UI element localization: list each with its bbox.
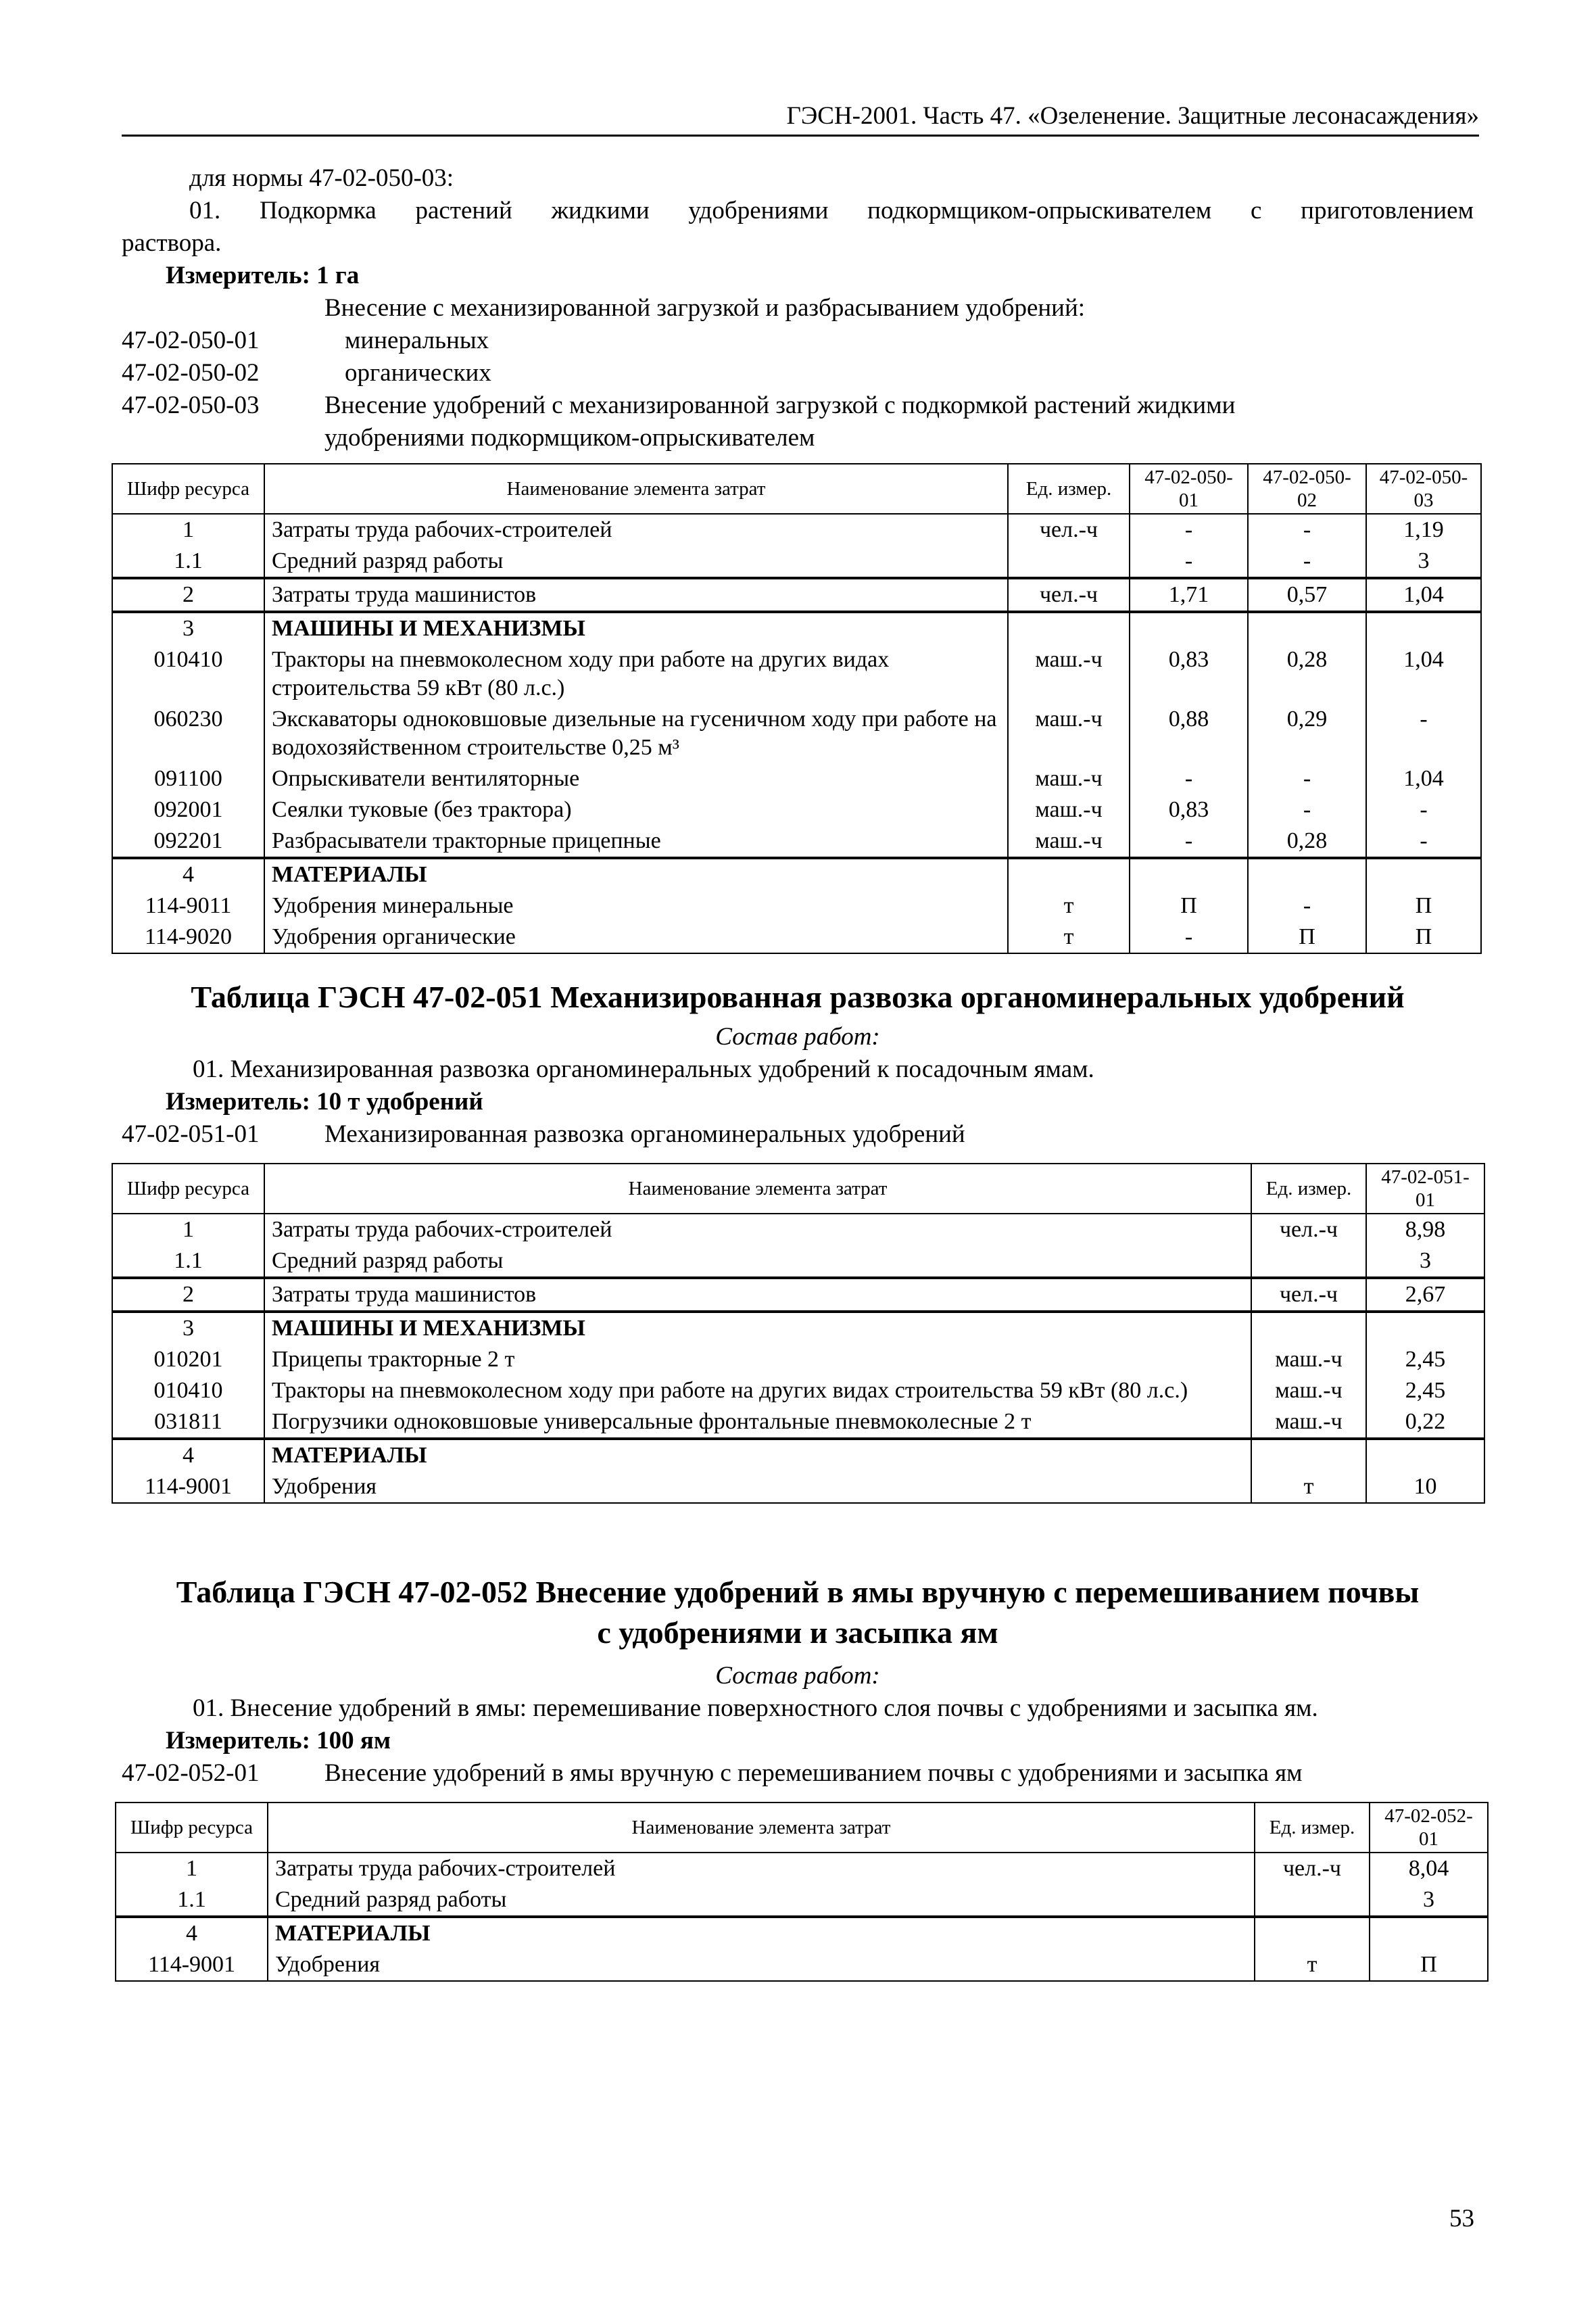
row-unit xyxy=(1008,858,1130,890)
row-name: Средний разряд работы xyxy=(264,1245,1251,1278)
row-name: Тракторы на пневмоколесном ходу при работе на других видах строительства 59 кВт (80 л.с.) xyxy=(264,1375,1251,1406)
col-name: Наименование элемента затрат xyxy=(264,464,1008,514)
norm-code: 47-02-050-02 xyxy=(122,359,260,387)
row-unit: т xyxy=(1255,1949,1370,1981)
row-value: 8,04 xyxy=(1370,1853,1488,1884)
row-code: 1 xyxy=(112,514,264,546)
table-row xyxy=(112,578,1481,612)
table-row xyxy=(112,922,1481,953)
norm-code: 47-02-052-01 xyxy=(122,1759,260,1787)
table-title-052: Таблица ГЭСН 47-02-052 Внесение удобрений в ямы вручную с перемешиванием почвы xyxy=(176,1575,1420,1609)
norm-code: 47-02-050-03 xyxy=(122,391,260,419)
table-row xyxy=(112,1406,1484,1439)
row-value: 0,83 xyxy=(1130,794,1248,826)
row-value xyxy=(1130,858,1248,890)
col-name: Наименование элемента затрат xyxy=(268,1803,1255,1853)
row-unit: маш.-ч xyxy=(1251,1406,1366,1439)
row-value: - xyxy=(1130,826,1248,858)
col-norm: 47-02-051-01 xyxy=(1366,1164,1484,1214)
row-unit xyxy=(1255,1917,1370,1949)
row-value xyxy=(1370,1917,1488,1949)
row-value: 3 xyxy=(1366,546,1481,578)
col-unit: Ед. измер. xyxy=(1255,1803,1370,1853)
row-value: - xyxy=(1366,794,1481,826)
row-code: 010201 xyxy=(112,1344,264,1375)
row-unit xyxy=(1255,1884,1370,1917)
table-row xyxy=(112,1278,1484,1312)
row-name: МАТЕРИАЛЫ xyxy=(264,858,1008,890)
row-name: Прицепы тракторные 2 т xyxy=(264,1344,1251,1375)
table-row xyxy=(112,1344,1484,1375)
row-unit: маш.-ч xyxy=(1008,794,1130,826)
row-value: 1,19 xyxy=(1366,514,1481,546)
table-row xyxy=(112,1375,1484,1406)
row-code: 3 xyxy=(112,612,264,644)
table-row xyxy=(112,1471,1484,1503)
row-name: Удобрения xyxy=(268,1949,1255,1981)
norm-code: 47-02-050-01 xyxy=(122,327,260,354)
row-value xyxy=(1130,612,1248,644)
row-code: 2 xyxy=(112,1278,264,1312)
row-unit: т xyxy=(1008,890,1130,922)
row-name: Средний разряд работы xyxy=(268,1884,1255,1917)
row-name: Затраты труда рабочих-строителей xyxy=(264,514,1008,546)
work-line: 01. Подкормка растений жидкими удобрениями подкормщиком-опрыскивателем с приготовлением xyxy=(189,197,1474,224)
norm-name: Внесение удобрений в ямы вручную с перемешиванием почвы с удобрениями и засыпка ям xyxy=(324,1759,1303,1787)
row-unit: чел.-ч xyxy=(1008,578,1130,612)
row-name: Затраты труда рабочих-строителей xyxy=(264,1214,1251,1245)
row-unit: маш.-ч xyxy=(1008,826,1130,858)
row-value: - xyxy=(1248,514,1366,546)
page-header: ГЭСН-2001. Часть 47. «Озеленение. Защитные лесонасаждения» xyxy=(122,101,1479,137)
row-code: 092201 xyxy=(112,826,264,858)
row-unit: маш.-ч xyxy=(1008,704,1130,763)
col-norm: 47-02-052-01 xyxy=(1370,1803,1488,1853)
row-name: Сеялки туковые (без трактора) xyxy=(264,794,1008,826)
row-value: 3 xyxy=(1366,1245,1484,1278)
row-name: Затраты труда рабочих-строителей xyxy=(268,1853,1255,1884)
col-unit: Ед. измер. xyxy=(1251,1164,1366,1214)
row-code: 3 xyxy=(112,1312,264,1344)
table-row xyxy=(112,1312,1484,1344)
row-unit xyxy=(1008,612,1130,644)
table-row xyxy=(112,612,1481,644)
row-unit: т xyxy=(1251,1471,1366,1503)
row-value: 3 xyxy=(1370,1884,1488,1917)
row-code: 1.1 xyxy=(116,1884,268,1917)
row-name: Тракторы на пневмоколесном ходу при работе на других видах строительства 59 кВт (80 л.с.) xyxy=(264,644,1008,704)
row-value: - xyxy=(1248,890,1366,922)
table-row xyxy=(112,704,1481,763)
work-line: 01. Внесение удобрений в ямы: перемешивание поверхностного слоя почвы с удобрениями и засыпка ям. xyxy=(193,1694,1318,1722)
intro-line: для нормы 47-02-050-03: xyxy=(189,164,454,192)
row-code: 4 xyxy=(116,1917,268,1949)
row-value: - xyxy=(1366,826,1481,858)
row-name: МАШИНЫ И МЕХАНИЗМЫ xyxy=(264,612,1008,644)
measure-label: Измеритель: 100 ям xyxy=(166,1727,391,1755)
row-value: - xyxy=(1130,514,1248,546)
row-value: П xyxy=(1366,890,1481,922)
row-value: 0,28 xyxy=(1248,644,1366,704)
row-value xyxy=(1248,612,1366,644)
row-value: - xyxy=(1130,546,1248,578)
row-code: 4 xyxy=(112,858,264,890)
row-code: 1 xyxy=(112,1214,264,1245)
col-code: Шифр ресурса xyxy=(112,464,264,514)
row-unit: чел.-ч xyxy=(1008,514,1130,546)
row-value: - xyxy=(1248,763,1366,794)
table-row xyxy=(112,1439,1484,1471)
table-row xyxy=(116,1949,1488,1981)
row-value: - xyxy=(1130,763,1248,794)
row-value: П xyxy=(1366,922,1481,953)
row-name: МАШИНЫ И МЕХАНИЗМЫ xyxy=(264,1312,1251,1344)
col-unit: Ед. измер. xyxy=(1008,464,1130,514)
col-code: Шифр ресурса xyxy=(116,1803,268,1853)
work-line: 01. Механизированная развозка органоминеральных удобрений к посадочным ямам. xyxy=(193,1055,1094,1083)
row-code: 2 xyxy=(112,578,264,612)
work-line-cont: раствора. xyxy=(122,229,222,257)
row-value: 0,83 xyxy=(1130,644,1248,704)
row-value xyxy=(1366,612,1481,644)
row-value: П xyxy=(1370,1949,1488,1981)
row-value: 0,29 xyxy=(1248,704,1366,763)
row-value: 2,67 xyxy=(1366,1278,1484,1312)
row-name: Экскаваторы одноковшовые дизельные на гусеничном ходу при работе на водохозяйственном строительстве 0,25 м³ xyxy=(264,704,1008,763)
row-value xyxy=(1366,858,1481,890)
row-unit: маш.-ч xyxy=(1251,1344,1366,1375)
col-norm: 47-02-050-03 xyxy=(1366,464,1481,514)
row-value: 0,22 xyxy=(1366,1406,1484,1439)
row-code: 114-9001 xyxy=(116,1949,268,1981)
row-unit xyxy=(1251,1312,1366,1344)
row-value: 1,04 xyxy=(1366,763,1481,794)
row-unit: маш.-ч xyxy=(1008,763,1130,794)
table-row xyxy=(116,1853,1488,1884)
row-code: 1.1 xyxy=(112,546,264,578)
table-row xyxy=(112,794,1481,826)
row-code: 091100 xyxy=(112,763,264,794)
table-title-051: Таблица ГЭСН 47-02-051 Механизированная развозка органоминеральных удобрений xyxy=(191,980,1405,1014)
table-row xyxy=(112,1214,1484,1245)
row-value: П xyxy=(1248,922,1366,953)
row-value: П xyxy=(1130,890,1248,922)
row-code: 010410 xyxy=(112,1375,264,1406)
cost-table-050 xyxy=(112,463,1482,954)
work-composition-label: Состав работ: xyxy=(715,1023,880,1051)
row-value: 2,45 xyxy=(1366,1344,1484,1375)
col-norm: 47-02-050-01 xyxy=(1130,464,1248,514)
col-norm: 47-02-050-02 xyxy=(1248,464,1366,514)
row-value: 2,45 xyxy=(1366,1375,1484,1406)
row-unit: маш.-ч xyxy=(1008,644,1130,704)
row-value xyxy=(1248,858,1366,890)
row-unit xyxy=(1251,1439,1366,1471)
row-name: Удобрения минеральные xyxy=(264,890,1008,922)
norm-group-title: Внесение с механизированной загрузкой и разбрасыванием удобрений: xyxy=(324,294,1086,322)
row-name: Затраты труда машинистов xyxy=(264,578,1008,612)
row-unit: чел.-ч xyxy=(1251,1278,1366,1312)
row-value: - xyxy=(1366,704,1481,763)
page-number: 53 xyxy=(1449,2205,1474,2233)
norm-name: Внесение удобрений с механизированной загрузкой с подкормкой растений жидкими xyxy=(324,391,1236,419)
table-row xyxy=(112,1245,1484,1278)
row-code: 114-9001 xyxy=(112,1471,264,1503)
row-value: 0,57 xyxy=(1248,578,1366,612)
row-code: 114-9020 xyxy=(112,922,264,953)
row-unit xyxy=(1008,546,1130,578)
row-code: 010410 xyxy=(112,644,264,704)
row-name: МАТЕРИАЛЫ xyxy=(268,1917,1255,1949)
row-name: МАТЕРИАЛЫ xyxy=(264,1439,1251,1471)
row-unit: чел.-ч xyxy=(1251,1214,1366,1245)
norm-name: органических xyxy=(345,359,491,387)
norm-code: 47-02-051-01 xyxy=(122,1120,260,1148)
cost-table-051 xyxy=(112,1163,1485,1504)
row-name: Удобрения органические xyxy=(264,922,1008,953)
row-value: 0,88 xyxy=(1130,704,1248,763)
row-code: 092001 xyxy=(112,794,264,826)
row-code: 114-9011 xyxy=(112,890,264,922)
table-row xyxy=(112,546,1481,578)
row-value: 1,71 xyxy=(1130,578,1248,612)
row-name: Разбрасыватели тракторные прицепные xyxy=(264,826,1008,858)
table-row xyxy=(112,826,1481,858)
row-unit xyxy=(1251,1245,1366,1278)
table-row xyxy=(112,644,1481,704)
row-code: 031811 xyxy=(112,1406,264,1439)
row-name: Опрыскиватели вентиляторные xyxy=(264,763,1008,794)
row-value xyxy=(1366,1439,1484,1471)
norm-name-cont: удобрениями подкормщиком-опрыскивателем xyxy=(324,424,815,452)
row-value: 1,04 xyxy=(1366,578,1481,612)
norm-name: Механизированная развозка органоминеральных удобрений xyxy=(324,1120,965,1148)
table-row xyxy=(116,1884,1488,1917)
row-value xyxy=(1366,1312,1484,1344)
table-row xyxy=(112,858,1481,890)
row-code: 4 xyxy=(112,1439,264,1471)
measure-label: Измеритель: 10 т удобрений xyxy=(166,1088,483,1116)
row-value: 0,28 xyxy=(1248,826,1366,858)
measure-label: Измеритель: 1 га xyxy=(166,262,360,289)
row-name: Средний разряд работы xyxy=(264,546,1008,578)
row-value: - xyxy=(1248,546,1366,578)
row-unit: чел.-ч xyxy=(1255,1853,1370,1884)
row-unit: т xyxy=(1008,922,1130,953)
table-row xyxy=(112,763,1481,794)
norm-name: минеральных xyxy=(345,327,489,354)
row-unit: маш.-ч xyxy=(1251,1375,1366,1406)
row-code: 1 xyxy=(116,1853,268,1884)
cost-table-052 xyxy=(115,1802,1489,1982)
col-code: Шифр ресурса xyxy=(112,1164,264,1214)
row-value: - xyxy=(1130,922,1248,953)
row-name: Затраты труда машинистов xyxy=(264,1278,1251,1312)
row-value: 8,98 xyxy=(1366,1214,1484,1245)
col-name: Наименование элемента затрат xyxy=(264,1164,1251,1214)
table-title-052-cont: с удобрениями и засыпка ям xyxy=(597,1615,998,1650)
row-value: - xyxy=(1248,794,1366,826)
table-row xyxy=(116,1917,1488,1949)
row-code: 060230 xyxy=(112,704,264,763)
row-name: Удобрения xyxy=(264,1471,1251,1503)
row-value: 1,04 xyxy=(1366,644,1481,704)
row-value: 10 xyxy=(1366,1471,1484,1503)
row-name: Погрузчики одноковшовые универсальные фронтальные пневмоколесные 2 т xyxy=(264,1406,1251,1439)
work-composition-label: Состав работ: xyxy=(715,1662,880,1690)
row-code: 1.1 xyxy=(112,1245,264,1278)
table-row xyxy=(112,890,1481,922)
table-row xyxy=(112,514,1481,546)
